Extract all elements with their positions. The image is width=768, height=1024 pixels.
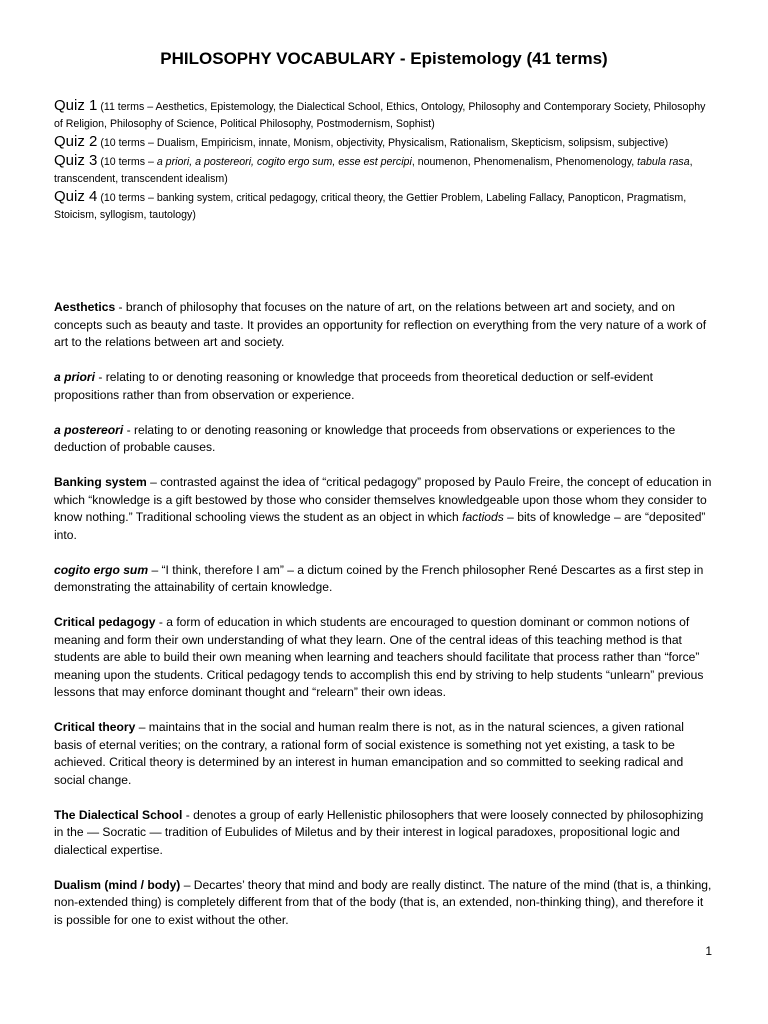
entry-dualism <box>54 877 714 930</box>
entry-term: Critical theory <box>54 720 136 734</box>
quiz-2 <box>54 133 714 152</box>
entry-term: Dualism (mind / body) <box>54 877 181 892</box>
entry-definition: – bits of knowledge – are “deposited” into. <box>54 510 706 542</box>
quiz-name: Quiz 1 <box>54 97 98 114</box>
page-number: 1 <box>705 944 712 958</box>
quiz-terms: (10 terms – <box>100 156 157 168</box>
entry-term: Banking system <box>54 475 147 489</box>
entry-definition: – Decartes’ theory that mind and body are really distinct. The nature of the mind (that is, a thinking, non-extended thing) is completely different from that of the body (that is, an extended, non-thinking thing), and therefore it is possible for one to exist without the other. <box>54 877 712 927</box>
entry-definition: – contrasted against the idea of “critical pedagogy” proposed by Paulo Freire, the concept of education in which “knowledge is a gift bestowed by those who consider themselves knowledgeable upon those whom they consider to know nothing.” Traditional schooling views the student as an object in which <box>54 475 712 524</box>
entry-aesthetics <box>54 299 714 352</box>
quiz-terms-italic: a priori, a postereori, cogito ergo sum, esse est percipi <box>156 156 412 168</box>
entry-a-postereori <box>54 422 714 457</box>
entry-definition: - relating to or denoting reasoning or knowledge that proceeds from observations or experiences to the deduction of probable causes. <box>54 422 676 454</box>
quiz-1 <box>54 97 714 133</box>
entry-definition: – “I think, therefore I am” – a dictum coined by the French philosopher René Descartes as a first step in demonstrating the attainability of certain knowledge. <box>54 562 704 594</box>
entry-definition: - branch of philosophy that focuses on the nature of art, on the relations between art and society, and on concepts such as beauty and taste. It provides an opportunity for reflection on everything from the very nature of a work of art to the relations between art and society. <box>54 300 707 349</box>
entry-term: Critical pedagogy <box>54 615 156 629</box>
quiz-name: Quiz 3 <box>54 152 98 169</box>
entry-definition: - a form of education in which students are encouraged to question dominant or common notions of meaning and form their own understanding of what they learn. One of the central ideas of this teaching method is that students are able to build their own meaning when learning and teachers should facilitate that process rather than “force” meaning upon the students. Critical pedagogy tends to accomplish this end by striving to help students “unlearn” previous lessons that may enforce dominant thought and “relearn” their own ideas. <box>54 615 704 699</box>
quiz-terms: , transcendent, transcendent idealism) <box>54 156 693 185</box>
quiz-3 <box>54 152 714 188</box>
entry-definition: - denotes a group of early Hellenistic philosophers that were loosely connected by philosophizing in the — Socratic — tradition of Eubulides of Miletus and by their interest in logical paradoxes, propositional logic and dialectical expertise. <box>54 807 704 857</box>
quiz-4 <box>54 188 714 224</box>
entry-critical-pedagogy <box>54 614 714 702</box>
quiz-terms: (11 terms – Aesthetics, Epistemology, the Dialectical School, Ethics, Ontology, Philosophy and Contemporary Society, Philosophy of Religion, Philosophy of Science, Political Philosophy, Postmodernism, Sophist) <box>54 101 706 130</box>
entry-definition-italic: factiods <box>462 510 504 524</box>
entry-term: Aesthetics <box>54 300 116 314</box>
quiz-name: Quiz 2 <box>54 133 98 150</box>
entry-definition: – maintains that in the social and human realm there is not, as in the natural sciences, a given rational basis of eternal verities; on the contrary, a rational form of social existence is something not yet existing, a task to be achieved. Critical theory is determined by an interest in human emancipation and so committed to seeking radical and social change. <box>54 720 684 787</box>
entry-definition: - relating to or denoting reasoning or knowledge that proceeds from theoretical deduction or self-evident propositions rather than from observation or experience. <box>54 370 653 402</box>
entry-banking-system <box>54 474 714 544</box>
entry-term: a postereori <box>54 422 124 437</box>
entry-a-priori <box>54 369 714 404</box>
entry-dialectical-school <box>54 807 714 860</box>
entry-term: The Dialectical School <box>54 807 183 822</box>
entry-term: a priori <box>54 370 95 384</box>
quiz-list <box>54 97 714 224</box>
quiz-terms: (10 terms – banking system, critical pedagogy, critical theory, the Gettier Problem, Labeling Fallacy, Panopticon, Pragmatism, Stoicism, syllogism, tautology) <box>54 192 687 221</box>
entry-cogito-ergo-sum <box>54 562 714 597</box>
definition-list <box>54 299 714 947</box>
quiz-terms-italic: tabula rasa <box>637 156 690 168</box>
quiz-terms: (10 terms – Dualism, Empiricism, innate, Monism, objectivity, Physicalism, Rationalism, Skepticism, solipsism, subjective) <box>100 137 669 149</box>
entry-term: cogito ergo sum <box>54 562 149 577</box>
quiz-terms: , noumenon, Phenomenalism, Phenomenology, <box>411 156 638 168</box>
page-title: PHILOSOPHY VOCABULARY - Epistemology (41 terms) <box>160 49 608 68</box>
quiz-name: Quiz 4 <box>54 188 98 205</box>
entry-critical-theory <box>54 719 714 789</box>
